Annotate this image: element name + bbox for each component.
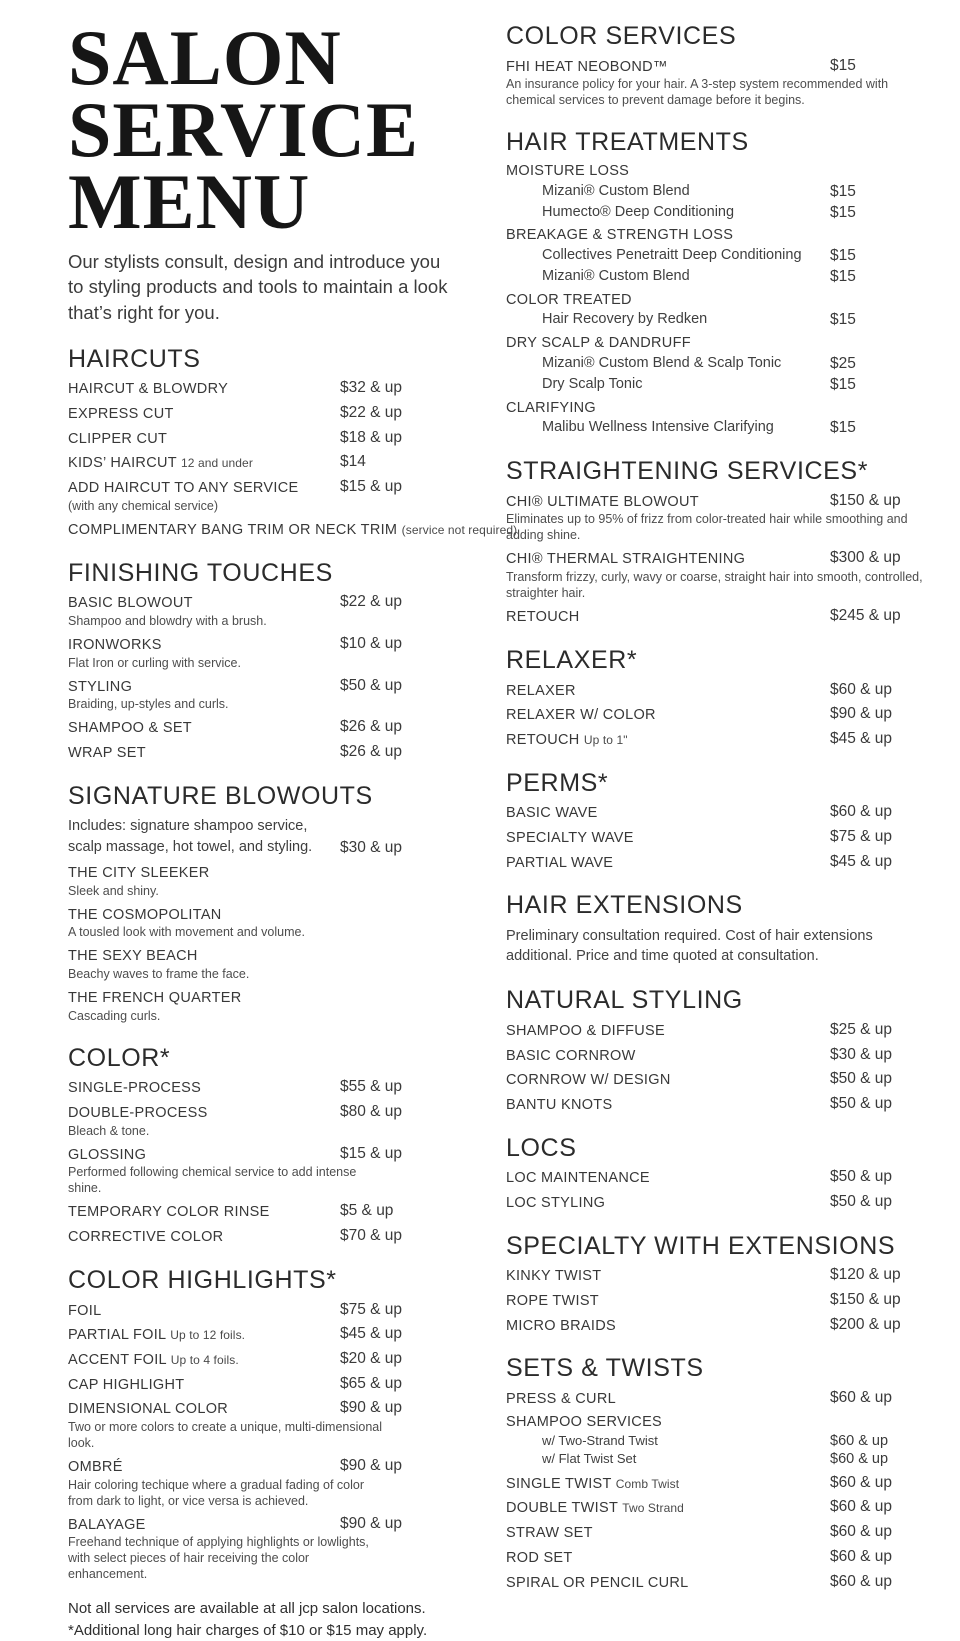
item-price: $65 & up bbox=[340, 1374, 403, 1392]
sub-item-name: Mizani® Custom Blend bbox=[542, 267, 690, 284]
item-price: $15 bbox=[830, 203, 856, 221]
treatment-group bbox=[506, 227, 934, 285]
item-price: $75 & up bbox=[830, 827, 893, 845]
section bbox=[506, 646, 934, 749]
sub-item bbox=[506, 419, 934, 437]
menu-item bbox=[506, 1498, 934, 1517]
item-name: SINGLE-PROCESS bbox=[68, 1080, 202, 1097]
item-desc: Freehand technique of applying highlights or lowlights, with select pieces of hair receiving the color enhancement. bbox=[68, 1535, 369, 1582]
item-price: $200 & up bbox=[830, 1315, 901, 1333]
menu-item bbox=[506, 492, 934, 544]
treatment-group bbox=[506, 335, 934, 393]
menu-item bbox=[68, 1145, 460, 1197]
left-column bbox=[68, 14, 518, 1641]
item-price: $55 & up bbox=[340, 1078, 403, 1096]
menu-item bbox=[68, 816, 460, 857]
item-name: BANTU KNOTS bbox=[506, 1096, 613, 1113]
footnote-line: *Additional long hair charges of $10 or $15 may apply. bbox=[68, 1621, 428, 1639]
item-name: CAP HIGHLIGHT bbox=[68, 1376, 185, 1393]
menu-item bbox=[506, 549, 934, 601]
menu-title-line: SALON bbox=[68, 14, 342, 101]
item-price: $120 & up bbox=[830, 1266, 901, 1284]
menu-item bbox=[68, 1078, 460, 1097]
item-name: PRESS & CURL bbox=[506, 1391, 616, 1408]
menu-item bbox=[506, 1291, 934, 1310]
item-price: $22 & up bbox=[340, 593, 403, 611]
item-name: CLIPPER CUT bbox=[68, 430, 168, 447]
item-price: $60 & up bbox=[830, 1523, 893, 1541]
item-price: $15 & up bbox=[340, 478, 403, 496]
item-name: RELAXER bbox=[506, 682, 576, 699]
item-price: $150 & up bbox=[830, 1291, 901, 1309]
item-price: $90 & up bbox=[340, 1456, 403, 1474]
item-price: $32 & up bbox=[340, 379, 403, 397]
item-name: HAIRCUT & BLOWDRY bbox=[68, 381, 229, 398]
section-lead: Preliminary consultation required. Cost of hair extensions additional. Price and time quoted at consultation. bbox=[506, 928, 873, 965]
treatment-group bbox=[506, 292, 934, 329]
item-price: $60 & up bbox=[830, 803, 893, 821]
menu-item bbox=[506, 1070, 934, 1089]
menu-item bbox=[506, 1021, 934, 1040]
menu-item bbox=[68, 429, 460, 448]
item-price: $60 & up bbox=[830, 1572, 893, 1590]
item-name: FHI HEAT NEOBOND™ bbox=[506, 58, 668, 75]
section bbox=[506, 986, 934, 1113]
item-price: $45 & up bbox=[830, 729, 893, 747]
menu-item bbox=[506, 1193, 934, 1212]
item-name: KINKY TWIST bbox=[506, 1268, 602, 1285]
menu-item bbox=[506, 1095, 934, 1114]
item-name: ROPE TWIST bbox=[506, 1293, 599, 1310]
item-name: THE FRENCH QUARTER bbox=[68, 989, 242, 1006]
section-heading: SIGNATURE BLOWOUTS bbox=[68, 781, 373, 810]
item-name: COMPLIMENTARY BANG TRIM OR NECK TRIM (service not required) bbox=[68, 521, 518, 538]
menu-item bbox=[68, 946, 460, 982]
item-price: $50 & up bbox=[830, 1168, 893, 1186]
intro-text: Our stylists consult, design and introduce you to styling products and tools to maintain a look that’s right for you. bbox=[68, 251, 448, 323]
item-name: ROD SET bbox=[506, 1549, 573, 1566]
item-desc: Braiding, up-styles and curls. bbox=[68, 697, 229, 712]
item-name: IRONWORKS bbox=[68, 636, 162, 653]
item-name: BALAYAGE bbox=[68, 1516, 146, 1533]
item-desc: Beachy waves to frame the face. bbox=[68, 966, 250, 981]
section-heading: NATURAL STYLING bbox=[506, 986, 743, 1015]
menu-item bbox=[68, 404, 460, 423]
item-name: GLOSSING bbox=[68, 1146, 147, 1163]
menu-title-line: SERVICE bbox=[68, 85, 420, 173]
menu-item bbox=[68, 1227, 460, 1246]
item-price: $60 & up bbox=[830, 1451, 889, 1468]
item-desc: Flat Iron or curling with service. bbox=[68, 655, 241, 670]
section bbox=[506, 769, 934, 872]
item-desc: A tousled look with movement and volume. bbox=[68, 925, 305, 940]
section-heading: COLOR HIGHLIGHTS* bbox=[68, 1265, 337, 1294]
item-price: $22 & up bbox=[340, 404, 403, 422]
item-price: $60 & up bbox=[830, 1389, 893, 1407]
menu-item bbox=[68, 743, 460, 762]
menu-item bbox=[68, 453, 460, 472]
item-price: $15 bbox=[830, 267, 856, 285]
sub-item bbox=[506, 355, 934, 373]
item-price: $50 & up bbox=[830, 1094, 893, 1112]
item-price: $80 & up bbox=[340, 1103, 403, 1121]
section-heading: HAIR EXTENSIONS bbox=[506, 891, 743, 920]
menu-item bbox=[506, 853, 934, 872]
section-heading: HAIRCUTS bbox=[68, 344, 201, 373]
item-name: EXPRESS CUT bbox=[68, 406, 174, 423]
item-name: CHI® ULTIMATE BLOWOUT bbox=[506, 493, 699, 510]
group-label: COLOR TREATED bbox=[506, 291, 632, 308]
item-price: $15 bbox=[830, 419, 856, 437]
menu-item bbox=[506, 1523, 934, 1542]
item-price: $75 & up bbox=[340, 1300, 403, 1318]
section bbox=[68, 559, 460, 762]
item-name: KIDS’ HAIRCUT 12 and under bbox=[68, 455, 253, 472]
item-name: RETOUCH bbox=[506, 609, 580, 626]
item-desc: Bleach & tone. bbox=[68, 1123, 150, 1138]
item-price: $60 & up bbox=[830, 1473, 893, 1491]
sub-item-name: Malibu Wellness Intensive Clarifying bbox=[542, 419, 774, 436]
item-suffix: Up to 1" bbox=[583, 732, 628, 747]
item-price: $15 bbox=[830, 311, 856, 329]
menu-item bbox=[506, 681, 934, 700]
item-name: BASIC CORNROW bbox=[506, 1047, 636, 1064]
item-name: DOUBLE-PROCESS bbox=[68, 1105, 208, 1122]
item-desc: Two or more colors to create a unique, multi-dimensional look. bbox=[68, 1419, 383, 1450]
section bbox=[506, 128, 934, 437]
item-price: $60 & up bbox=[830, 1433, 889, 1450]
left-sections bbox=[68, 344, 518, 1582]
item-desc: An insurance policy for your hair. A 3-step system recommended with chemical services to prevent damage before it begins. bbox=[506, 77, 889, 108]
menu-item bbox=[506, 828, 934, 847]
item-price: $18 & up bbox=[340, 428, 403, 446]
item-price: $25 bbox=[830, 354, 856, 372]
item-price: $60 & up bbox=[830, 1547, 893, 1565]
item-price: $45 & up bbox=[340, 1325, 403, 1343]
menu-item bbox=[68, 1301, 460, 1320]
item-desc: Sleek and shiny. bbox=[68, 883, 159, 898]
group-label: DRY SCALP & DANDRUFF bbox=[506, 335, 691, 352]
item-price: $50 & up bbox=[340, 676, 403, 694]
item-name: CORRECTIVE COLOR bbox=[68, 1229, 224, 1246]
section-heading: PERMS* bbox=[506, 768, 609, 797]
item-name: WRAP SET bbox=[68, 744, 146, 761]
menu-item bbox=[506, 57, 934, 109]
item-name: OMBRÉ bbox=[68, 1458, 123, 1475]
menu-item bbox=[506, 1046, 934, 1065]
section bbox=[506, 457, 934, 626]
item-price: $50 & up bbox=[830, 1070, 893, 1088]
sub-item bbox=[506, 183, 934, 201]
item-desc: Transform frizzy, curly, wavy or coarse, straight hair into smooth, controlled, straighter hair. bbox=[506, 570, 923, 601]
treatment-group bbox=[506, 163, 934, 221]
item-price: $60 & up bbox=[830, 680, 893, 698]
item-suffix: 12 and under bbox=[180, 456, 253, 471]
section-heading: FINISHING TOUCHES bbox=[68, 558, 333, 587]
treatment-group bbox=[506, 1414, 934, 1468]
item-price: $90 & up bbox=[830, 705, 893, 723]
item-name: SPECIALTY WAVE bbox=[506, 829, 634, 846]
section-heading: COLOR SERVICES bbox=[506, 22, 737, 50]
group-label: SHAMPOO SERVICES bbox=[506, 1413, 663, 1430]
item-name: DOUBLE TWIST Two Strand bbox=[506, 1500, 684, 1517]
item-price: $20 & up bbox=[340, 1349, 403, 1367]
item-name: LOC STYLING bbox=[506, 1194, 606, 1211]
section bbox=[68, 782, 460, 1024]
item-name: SINGLE TWIST Comb Twist bbox=[506, 1475, 680, 1492]
item-name: SHAMPOO & DIFFUSE bbox=[506, 1022, 665, 1039]
sub-item-name: Mizani® Custom Blend bbox=[542, 182, 690, 199]
group-label: CLARIFYING bbox=[506, 399, 597, 416]
item-price: $30 & up bbox=[830, 1045, 893, 1063]
item-name: THE COSMOPOLITAN bbox=[68, 906, 222, 923]
item-price: $150 & up bbox=[830, 491, 901, 509]
item-price: $26 & up bbox=[340, 742, 403, 760]
sub-item bbox=[506, 204, 934, 222]
item-name: ADD HAIRCUT TO ANY SERVICE bbox=[68, 480, 299, 497]
menu-item bbox=[506, 1316, 934, 1335]
item-desc: Performed following chemical service to add intense shine. bbox=[68, 1165, 357, 1196]
right-column bbox=[506, 22, 934, 1641]
item-name: CHI® THERMAL STRAIGHTENING bbox=[506, 551, 746, 568]
sub-item-name: w/ Flat Twist Set bbox=[542, 1451, 637, 1467]
item-name: TEMPORARY COLOR RINSE bbox=[68, 1204, 270, 1221]
section bbox=[68, 1266, 460, 1582]
item-name: RELAXER W/ COLOR bbox=[506, 707, 656, 724]
item-name: THE CITY SLEEKER bbox=[68, 864, 210, 881]
item-price: $50 & up bbox=[830, 1192, 893, 1210]
menu-item bbox=[506, 1548, 934, 1567]
item-name: PARTIAL FOIL Up to 12 foils. bbox=[68, 1327, 246, 1344]
item-name: SPIRAL OR PENCIL CURL bbox=[506, 1574, 689, 1591]
section-heading: RELAXER* bbox=[506, 645, 638, 674]
footnote-line: Not all services are available at all jcp salon locations. bbox=[68, 1600, 426, 1618]
section bbox=[506, 1232, 934, 1335]
item-price: $15 bbox=[830, 56, 856, 74]
menu-item bbox=[68, 1325, 460, 1344]
item-price: $90 & up bbox=[340, 1399, 403, 1417]
item-price: $60 & up bbox=[830, 1498, 893, 1516]
sub-item-name: w/ Two-Strand Twist bbox=[542, 1433, 658, 1449]
item-name: MICRO BRAIDS bbox=[506, 1317, 616, 1334]
menu-item bbox=[68, 1103, 460, 1139]
item-suffix: (service not required) bbox=[401, 522, 518, 537]
section-heading: HAIR TREATMENTS bbox=[506, 128, 749, 157]
section-heading: COLOR* bbox=[68, 1043, 171, 1072]
item-name: PARTIAL WAVE bbox=[506, 854, 614, 871]
section bbox=[506, 1134, 934, 1212]
item-desc: (with any chemical service) bbox=[68, 498, 219, 513]
section bbox=[68, 344, 518, 539]
item-price: $70 & up bbox=[340, 1227, 403, 1245]
treatment-group bbox=[506, 400, 934, 437]
sub-item-name: Mizani® Custom Blend & Scalp Tonic bbox=[542, 354, 782, 371]
sub-item bbox=[506, 247, 934, 265]
menu-title-line: MENU bbox=[68, 157, 311, 245]
item-name: FOIL bbox=[68, 1302, 102, 1319]
menu-item bbox=[506, 1168, 934, 1187]
item-price: $15 bbox=[830, 375, 856, 393]
item-price: $300 & up bbox=[830, 549, 901, 567]
item-price: $30 & up bbox=[340, 839, 403, 857]
section bbox=[506, 22, 934, 108]
menu-item bbox=[506, 1389, 934, 1408]
group-label: BREAKAGE & STRENGTH LOSS bbox=[506, 227, 734, 244]
item-suffix: Up to 4 foils. bbox=[170, 1352, 239, 1367]
section-heading: STRAIGHTENING SERVICES* bbox=[506, 457, 869, 486]
menu-item bbox=[68, 863, 460, 899]
menu-item bbox=[68, 677, 460, 713]
menu-item bbox=[68, 1375, 460, 1394]
sub-item bbox=[506, 1451, 934, 1468]
sub-item-name: Collectives Penetraitt Deep Conditioning bbox=[542, 247, 802, 264]
item-name: STRAW SET bbox=[506, 1525, 593, 1542]
menu-item bbox=[68, 1399, 460, 1451]
item-desc: Eliminates up to 95% of frizz from color-treated hair while smoothing and adding shine. bbox=[506, 512, 908, 543]
menu-item bbox=[506, 1573, 934, 1592]
footnote bbox=[68, 1598, 460, 1641]
item-name: RETOUCH Up to 1" bbox=[506, 731, 628, 748]
section bbox=[506, 1354, 934, 1591]
menu-item bbox=[68, 593, 460, 629]
item-name: ACCENT FOIL Up to 4 foils. bbox=[68, 1351, 239, 1368]
item-price: $45 & up bbox=[830, 852, 893, 870]
menu-item bbox=[68, 1457, 460, 1509]
item-name: BASIC WAVE bbox=[506, 805, 598, 822]
section bbox=[506, 891, 934, 966]
menu-item bbox=[506, 730, 934, 749]
menu-item bbox=[68, 988, 460, 1024]
item-price: $245 & up bbox=[830, 607, 901, 625]
item-name: LOC MAINTENANCE bbox=[506, 1170, 650, 1187]
menu-item bbox=[68, 379, 460, 398]
group-label: MOISTURE LOSS bbox=[506, 163, 630, 180]
item-suffix: Comb Twist bbox=[615, 1476, 680, 1491]
item-price: $25 & up bbox=[830, 1020, 893, 1038]
menu-item bbox=[68, 520, 518, 539]
menu-item bbox=[68, 635, 460, 671]
item-lead-line: scalp massage, hot towel, and styling. bbox=[68, 838, 313, 855]
section-heading: SETS & TWISTS bbox=[506, 1354, 704, 1383]
menu-title bbox=[68, 14, 460, 245]
item-price: $10 & up bbox=[340, 634, 403, 652]
menu-item bbox=[68, 478, 460, 514]
menu-item bbox=[68, 1350, 460, 1369]
item-name: STYLING bbox=[68, 678, 133, 695]
sub-item bbox=[506, 376, 934, 394]
menu-item bbox=[68, 1515, 460, 1583]
sub-item-name: Hair Recovery by Redken bbox=[542, 311, 708, 328]
section-heading: SPECIALTY WITH EXTENSIONS bbox=[506, 1231, 896, 1260]
section bbox=[68, 1044, 460, 1246]
item-desc: Hair coloring techique where a gradual fading of color from dark to light, or vice versa is achieved. bbox=[68, 1477, 365, 1508]
menu-item bbox=[68, 718, 460, 737]
item-name: SHAMPOO & SET bbox=[68, 720, 192, 737]
item-lead-line: Includes: signature shampoo service, bbox=[68, 818, 308, 835]
item-desc: Cascading curls. bbox=[68, 1008, 161, 1023]
menu-item bbox=[506, 1266, 934, 1285]
sub-item bbox=[506, 1433, 934, 1450]
item-price: $90 & up bbox=[340, 1514, 403, 1532]
section-heading: LOCS bbox=[506, 1133, 577, 1162]
item-suffix: Two Strand bbox=[622, 1501, 684, 1516]
sub-item-name: Humecto® Deep Conditioning bbox=[542, 203, 735, 220]
item-price: $26 & up bbox=[340, 718, 403, 736]
menu-item bbox=[506, 705, 934, 724]
item-price: $15 & up bbox=[340, 1144, 403, 1162]
menu-item bbox=[506, 1474, 934, 1493]
item-name: DIMENSIONAL COLOR bbox=[68, 1401, 229, 1418]
item-suffix: Up to 12 foils. bbox=[170, 1328, 246, 1343]
menu-item bbox=[506, 803, 934, 822]
sub-item bbox=[506, 268, 934, 286]
item-price: $15 bbox=[830, 247, 856, 265]
item-desc: Shampoo and blowdry with a brush. bbox=[68, 613, 267, 628]
item-name: BASIC BLOWOUT bbox=[68, 595, 193, 612]
menu-item bbox=[506, 607, 934, 626]
menu-item bbox=[68, 1202, 460, 1221]
menu-item bbox=[68, 905, 460, 941]
item-price: $15 bbox=[830, 182, 856, 200]
item-name: THE SEXY BEACH bbox=[68, 948, 198, 965]
item-price: $5 & up bbox=[340, 1202, 394, 1220]
item-price: $14 bbox=[340, 453, 366, 471]
item-name: CORNROW W/ DESIGN bbox=[506, 1072, 671, 1089]
sub-item bbox=[506, 311, 934, 329]
sub-item-name: Dry Scalp Tonic bbox=[542, 375, 643, 392]
